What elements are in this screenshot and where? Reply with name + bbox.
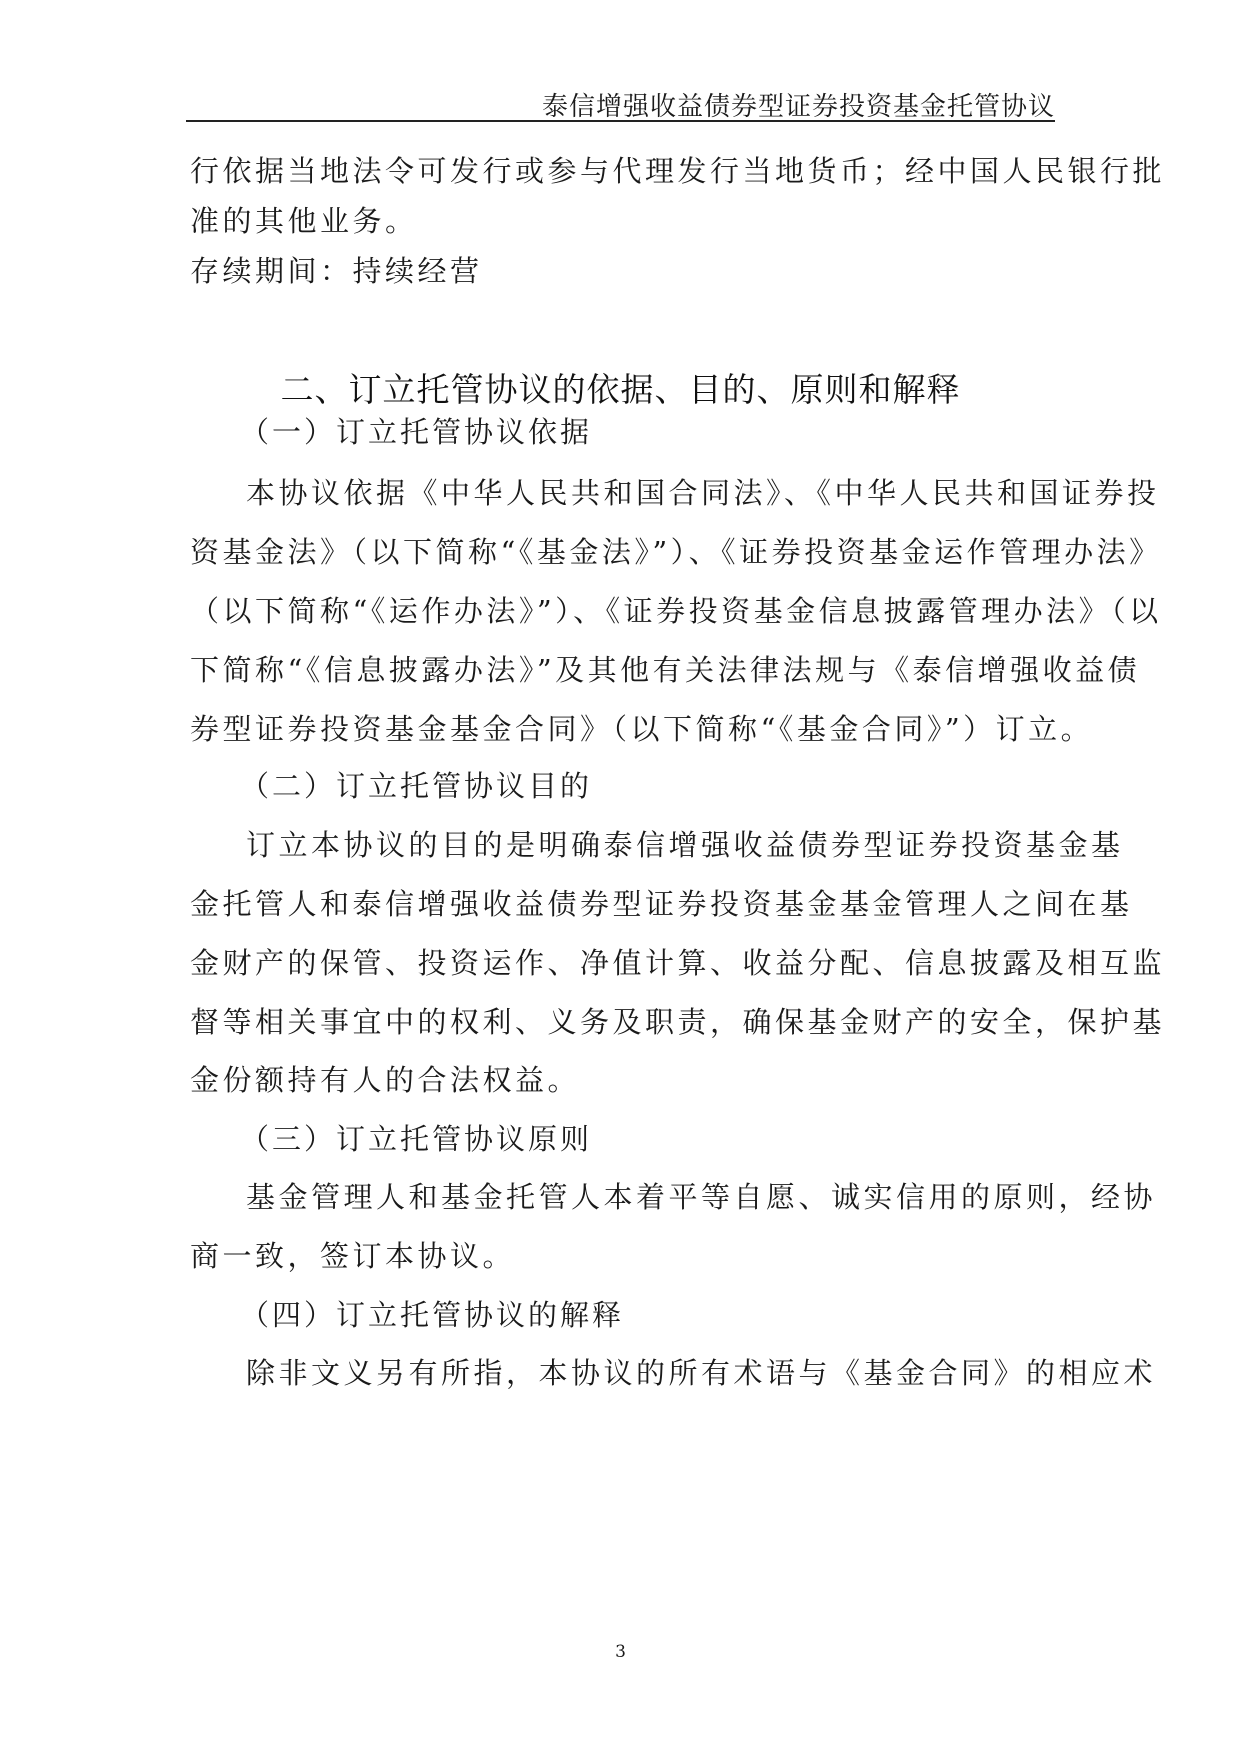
header-rule [186, 120, 1055, 122]
paragraph-line: 订立本协议的目的是明确泰信增强收益债券型证券投资基金基 [246, 828, 1124, 862]
paragraph-line: 基金管理人和基金托管人本着平等自愿、诚实信用的原则，经协 [246, 1180, 1157, 1214]
subsection-heading: （二）订立托管协议目的 [240, 769, 593, 803]
subsection-heading: （四）订立托管协议的解释 [240, 1298, 625, 1332]
paragraph-line: 下简称“《信息披露办法》”及其他有关法律法规与《泰信增强收益债 [190, 653, 1141, 687]
paragraph-line: 本协议依据《中华人民共和国合同法》、《中华人民共和国证券投 [246, 476, 1160, 510]
paragraph-line: 券型证券投资基金基金合同》（以下简称“《基金合同》”）订立。 [190, 712, 1094, 746]
section-title: 二、订立托管协议的依据、目的、原则和解释 [280, 370, 961, 409]
paragraph-line: 督等相关事宜中的权利、义务及职责，确保基金财产的安全，保护基 [190, 1005, 1166, 1039]
header-title: 泰信增强收益债券型证券投资基金托管协议 [541, 92, 1055, 122]
paragraph-line: 资基金法》（以下简称“《基金法》”）、《证券投资基金运作管理办法》 [190, 535, 1162, 569]
subsection-heading: （三）订立托管协议原则 [240, 1122, 593, 1156]
subsection-heading: （一）订立托管协议依据 [240, 415, 593, 449]
paragraph-line: 商一致，签订本协议。 [190, 1239, 516, 1273]
body-line: 行依据当地法令可发行或参与代理发行当地货币；经中国人民银行批 [190, 154, 1166, 188]
paragraph-line: 金财产的保管、投资运作、净值计算、收益分配、信息披露及相互监 [190, 946, 1166, 980]
page-number: 3 [615, 1642, 626, 1662]
body-line: 准的其他业务。 [190, 204, 418, 238]
paragraph-line: 金份额持有人的合法权益。 [190, 1063, 581, 1097]
paragraph-line: 金托管人和泰信增强收益债券型证券投资基金基金管理人之间在基 [190, 887, 1133, 921]
paragraph-line: 除非文义另有所指，本协议的所有术语与《基金合同》的相应术 [246, 1356, 1157, 1390]
paragraph-line: （以下简称“《运作办法》”）、《证券投资基金信息披露管理办法》（以 [190, 594, 1162, 628]
body-line: 存续期间：持续经营 [190, 254, 483, 288]
